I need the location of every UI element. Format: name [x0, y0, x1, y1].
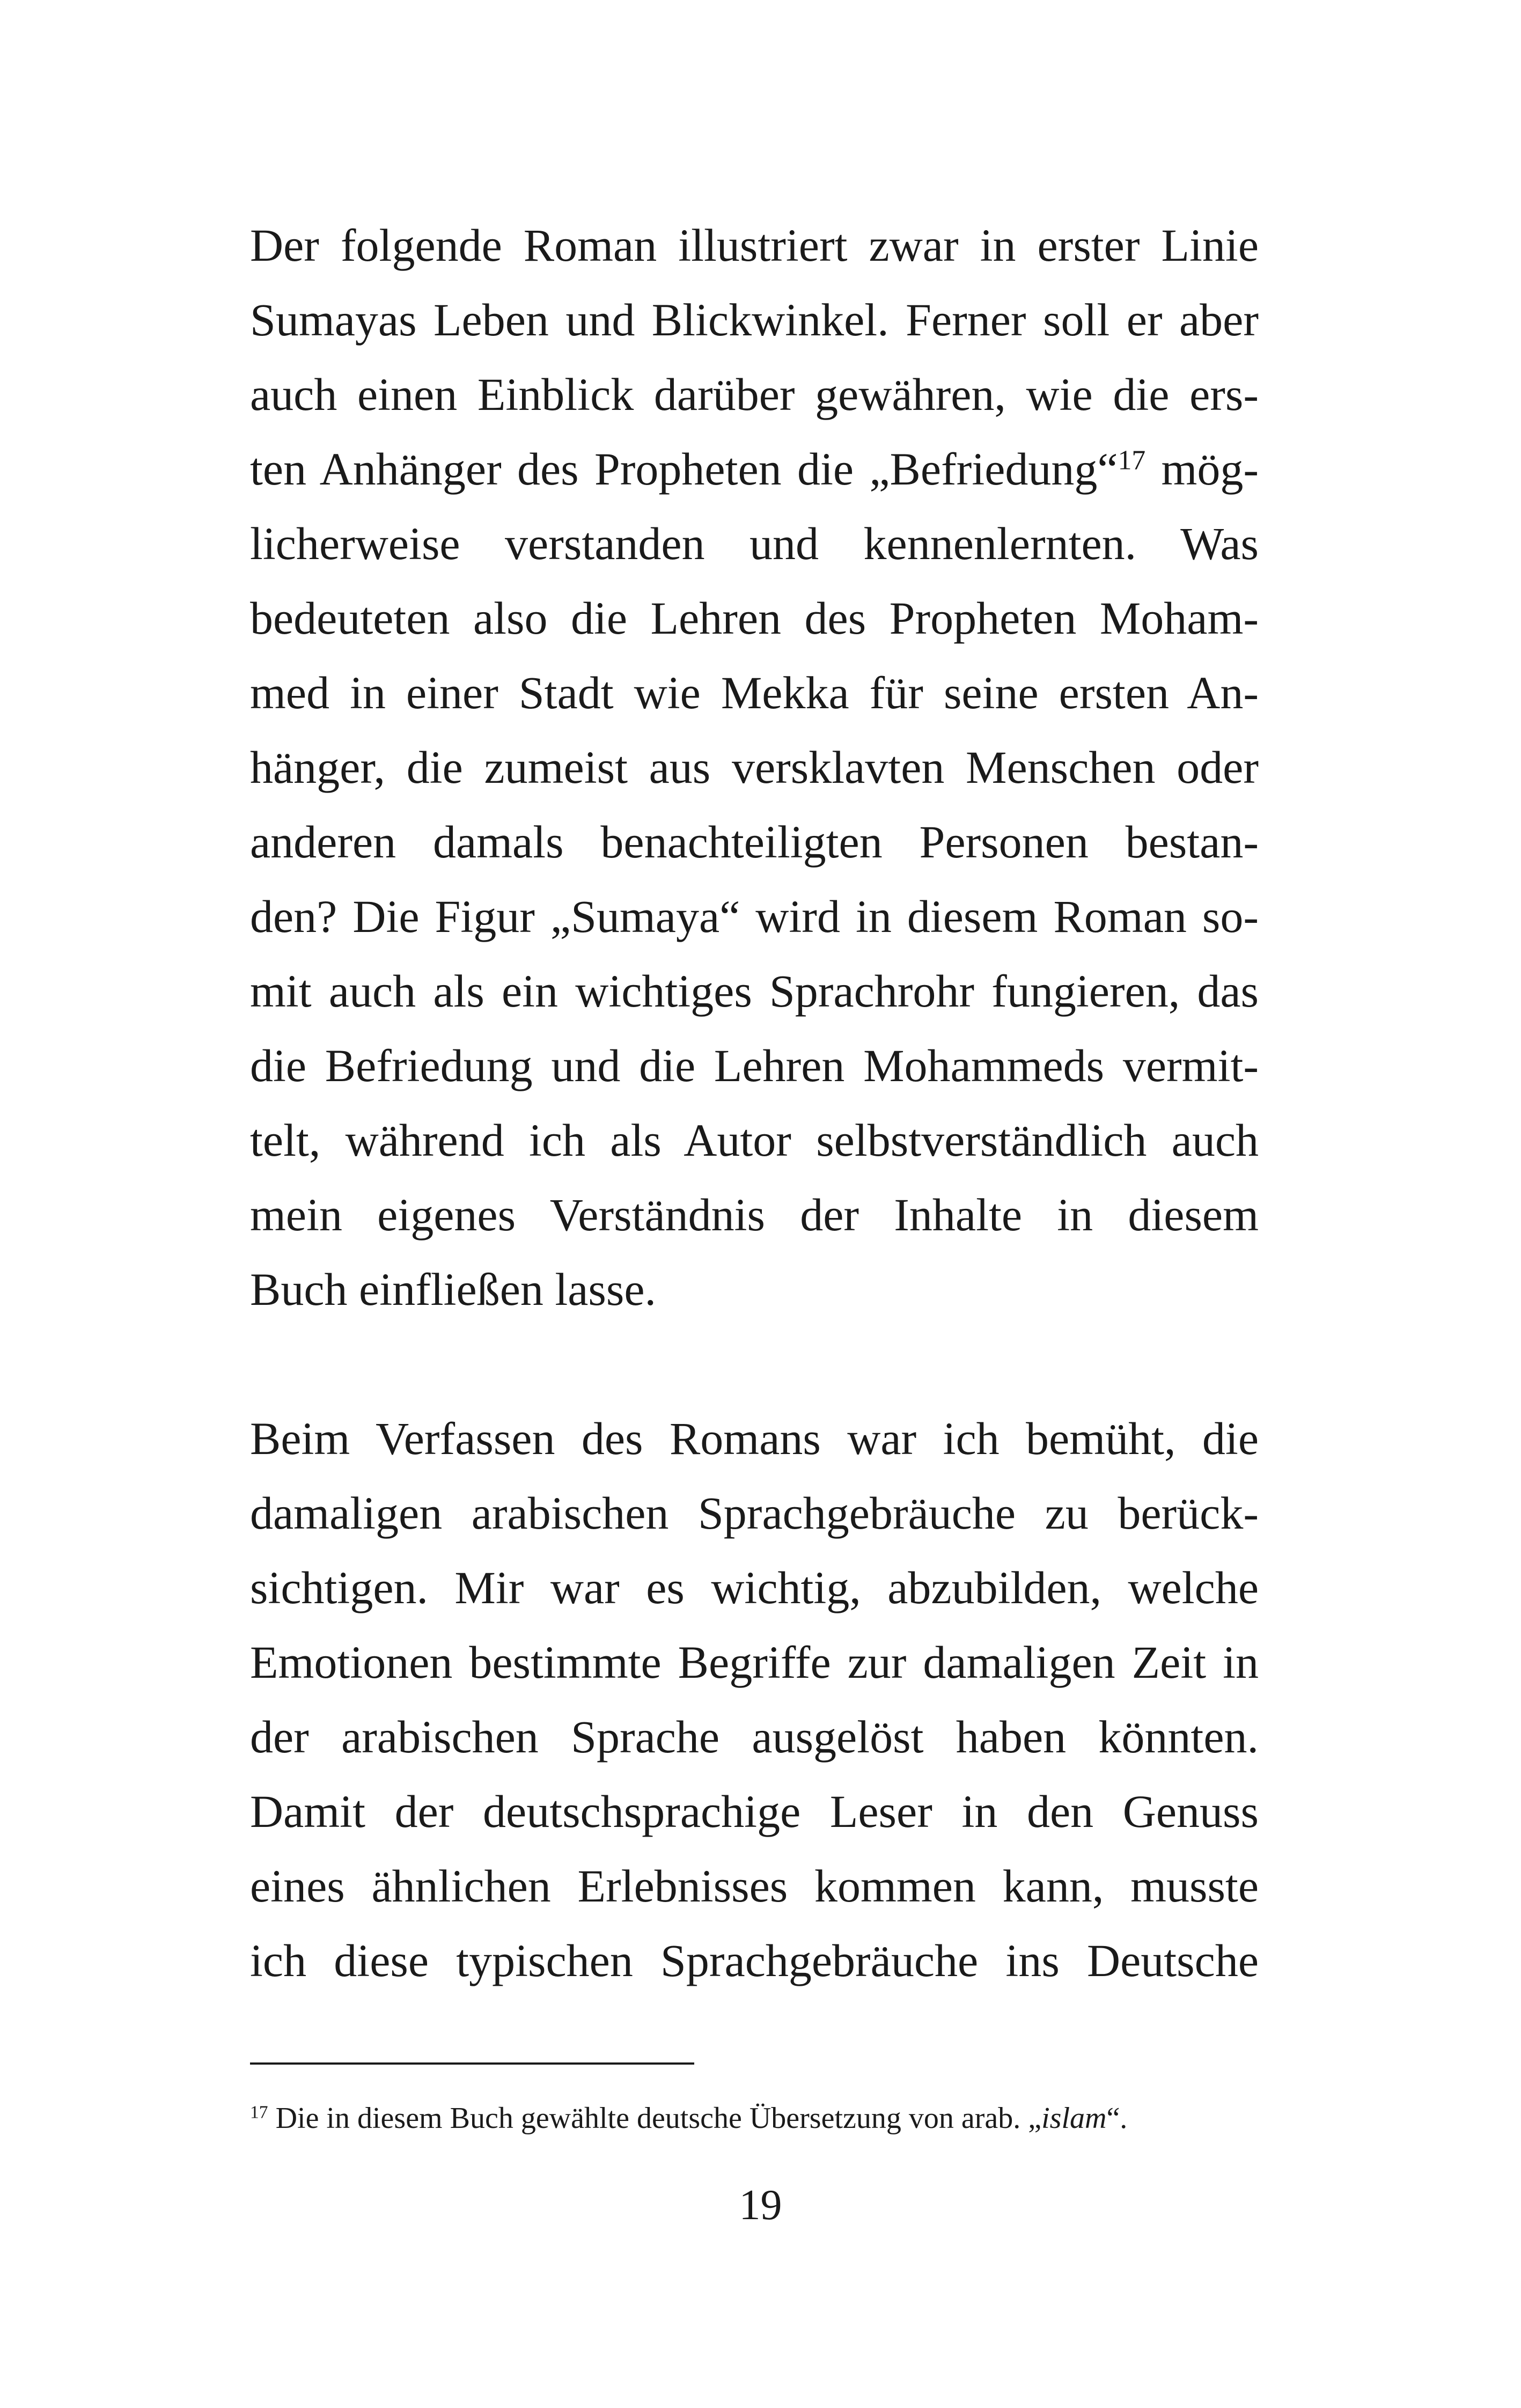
- footnote-text: Die in diesem Buch gewählte deutsche Übersetzung von arab. „: [268, 2102, 1042, 2135]
- footnote-number: 17: [250, 2102, 268, 2123]
- text-line: der arabischen Sprache ausgelöst haben könnten.: [250, 1711, 1259, 1763]
- paragraph-1: [250, 208, 1259, 1327]
- text-line: Beim Verfassen des Romans war ich bemüht, die: [250, 1413, 1259, 1464]
- text-line: Buch einfließen lasse.: [250, 1264, 657, 1315]
- text-line: mit auch als ein wichtiges Sprachrohr fungieren, das: [250, 965, 1259, 1017]
- text-line: anderen damals benachteiligten Personen bestan-: [250, 816, 1259, 868]
- text-line: den? Die Figur „Sumaya“ wird in diesem Roman so-: [250, 891, 1259, 942]
- text-line: licherweise verstanden und kennenlernten. Was: [250, 518, 1259, 569]
- text-segment: ten Anhänger des Propheten die „Befriedung“: [250, 443, 1118, 495]
- text-line: auch einen Einblick darüber gewähren, wie die ers-: [250, 369, 1259, 420]
- text-line: Damit der deutschsprachige Leser in den Genuss: [250, 1786, 1259, 1837]
- footnote-closing: “.: [1106, 2102, 1128, 2135]
- footnote-reference[interactable]: 17: [1118, 445, 1146, 476]
- text-line: Emotionen bestimmte Begriffe zur damaligen Zeit in: [250, 1636, 1259, 1688]
- text-line: bedeuteten also die Lehren des Propheten Moham-: [250, 592, 1259, 644]
- text-segment: mög-: [1145, 443, 1259, 495]
- text-line: sichtigen. Mir war es wichtig, abzubilden, welche: [250, 1562, 1259, 1613]
- text-line: hänger, die zumeist aus versklavten Menschen oder: [250, 742, 1259, 793]
- text-line: ich diese typischen Sprachgebräuche ins Deutsche: [250, 1935, 1259, 1986]
- text-line: telt, während ich als Autor selbstverständlich auch: [250, 1114, 1259, 1166]
- text-line: die Befriedung und die Lehren Mohammeds vermit-: [250, 1040, 1259, 1091]
- text-line: Der folgende Roman illustriert zwar in erster Linie: [250, 219, 1259, 271]
- footnote-term: islam: [1041, 2102, 1107, 2135]
- page-number: 19: [739, 2182, 782, 2229]
- paragraph-2: [250, 1401, 1259, 1998]
- text-line: med in einer Stadt wie Mekka für seine ersten An-: [250, 667, 1259, 718]
- text-line-with-footnote-ref: [250, 432, 1259, 506]
- footnote-divider: [250, 2062, 694, 2065]
- text-line: damaligen arabischen Sprachgebräuche zu berück-: [250, 1487, 1259, 1539]
- text-line: mein eigenes Verständnis der Inhalte in diesem: [250, 1189, 1259, 1240]
- text-line: eines ähnlichen Erlebnisses kommen kann, musste: [250, 1860, 1259, 1912]
- footnote: [250, 2097, 1127, 2140]
- text-line: Sumayas Leben und Blickwinkel. Ferner soll er aber: [250, 294, 1259, 346]
